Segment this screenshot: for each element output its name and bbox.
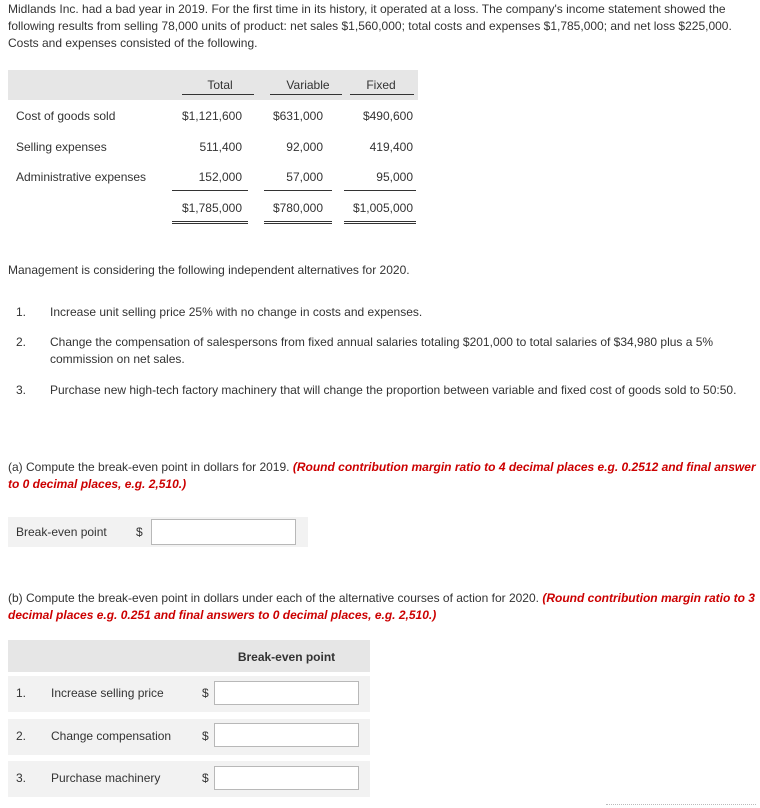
- problem-intro: Midlands Inc. had a bad year in 2019. For the first time in its history, it operated at a loss. The company's income statement showed the following results from selling 78,000 units of product: net sales $1,560,000; total costs and expenses $1,785,000; and net loss $225,000. Costs and expenses consisted of the following.: [8, 2, 732, 50]
- break-even-input-increase-price[interactable]: [214, 681, 359, 705]
- break-even-input-purchase-machinery[interactable]: [214, 766, 359, 790]
- header-underline-variable: [270, 94, 342, 95]
- break-even-input-2019[interactable]: [151, 519, 296, 545]
- part-a-hint: (Round contribution margin ratio to 4 decimal places e.g. 0.2512 and final answer to 0 decimal places, e.g. 2,510.): [8, 460, 756, 491]
- col-header-fixed: Fixed: [366, 78, 396, 92]
- row-label-change-compensation: Change compensation: [51, 729, 172, 743]
- cogs-fixed: $490,600: [362, 109, 413, 123]
- admin-variable: 57,000: [286, 170, 323, 184]
- row-number: 1.: [16, 686, 27, 700]
- currency-symbol: $: [202, 686, 209, 700]
- header-underline-fixed: [350, 94, 414, 95]
- header-underline-total: [182, 94, 254, 95]
- sum-variable: $780,000: [272, 201, 323, 215]
- double-line-variable: [264, 221, 332, 224]
- subtotal-line-total: [172, 190, 248, 191]
- alternative-text: Change the compensation of salespersons from fixed annual salaries totaling $201,000 to total salaries of $34,980 plus a 5% commission on net sales.: [50, 335, 714, 366]
- row-number: 3.: [16, 771, 27, 785]
- subtotal-line-fixed: [344, 190, 416, 191]
- row-label-purchase-machinery: Purchase machinery: [51, 771, 161, 785]
- alternative-text: Increase unit selling price 25% with no change in costs and expenses.: [50, 305, 423, 319]
- part-b-question: [8, 590, 756, 624]
- admin-total: 152,000: [198, 170, 242, 184]
- alternative-text: Purchase new high-tech factory machinery that will change the proportion between variable and fixed cost of goods sold to 50:50.: [50, 383, 737, 397]
- selling-total: 511,400: [199, 140, 242, 154]
- row-label-selling: Selling expenses: [16, 140, 107, 154]
- row-number: 2.: [16, 729, 27, 743]
- bottom-divider: [606, 804, 756, 808]
- selling-fixed: 419,400: [369, 140, 413, 154]
- col-header-variable: Variable: [286, 78, 330, 92]
- break-even-column-header: Break-even point: [237, 650, 336, 664]
- row-label-increase-price: Increase selling price: [51, 686, 164, 700]
- part-a-question-text: (a) Compute the break-even point in dollars for 2019.: [8, 460, 290, 474]
- alternative-number: 2.: [16, 335, 27, 349]
- subtotal-line-variable: [264, 190, 332, 191]
- part-b-question-text: (b) Compute the break-even point in dollars under each of the alternative courses of action for 2020.: [8, 591, 539, 605]
- cogs-total: $1,121,600: [181, 109, 242, 123]
- currency-symbol: $: [202, 729, 209, 743]
- cogs-variable: $631,000: [272, 109, 323, 123]
- col-header-total: Total: [207, 78, 233, 92]
- management-text: Management is considering the following independent alternatives for 2020.: [8, 263, 410, 277]
- sum-total: $1,785,000: [181, 201, 242, 215]
- double-line-fixed: [344, 221, 416, 224]
- cost-table: [8, 70, 418, 225]
- row-label-admin: Administrative expenses: [16, 170, 147, 184]
- break-even-input-change-compensation[interactable]: [214, 723, 359, 747]
- row-label-cogs: Cost of goods sold: [16, 109, 116, 123]
- break-even-label: Break-even point: [16, 525, 107, 539]
- part-b-hint: (Round contribution margin ratio to 3 decimal places e.g. 0.251 and final answers to 0 decimal places, e.g. 2,510.): [8, 591, 755, 622]
- alternative-number: 3.: [16, 383, 27, 397]
- part-a-question: [8, 459, 756, 493]
- sum-fixed: $1,005,000: [352, 201, 413, 215]
- alternative-number: 1.: [16, 305, 27, 319]
- selling-variable: 92,000: [286, 140, 323, 154]
- currency-symbol: $: [202, 771, 209, 785]
- double-line-total: [172, 221, 248, 224]
- admin-fixed: 95,000: [376, 170, 413, 184]
- currency-symbol: $: [136, 525, 143, 539]
